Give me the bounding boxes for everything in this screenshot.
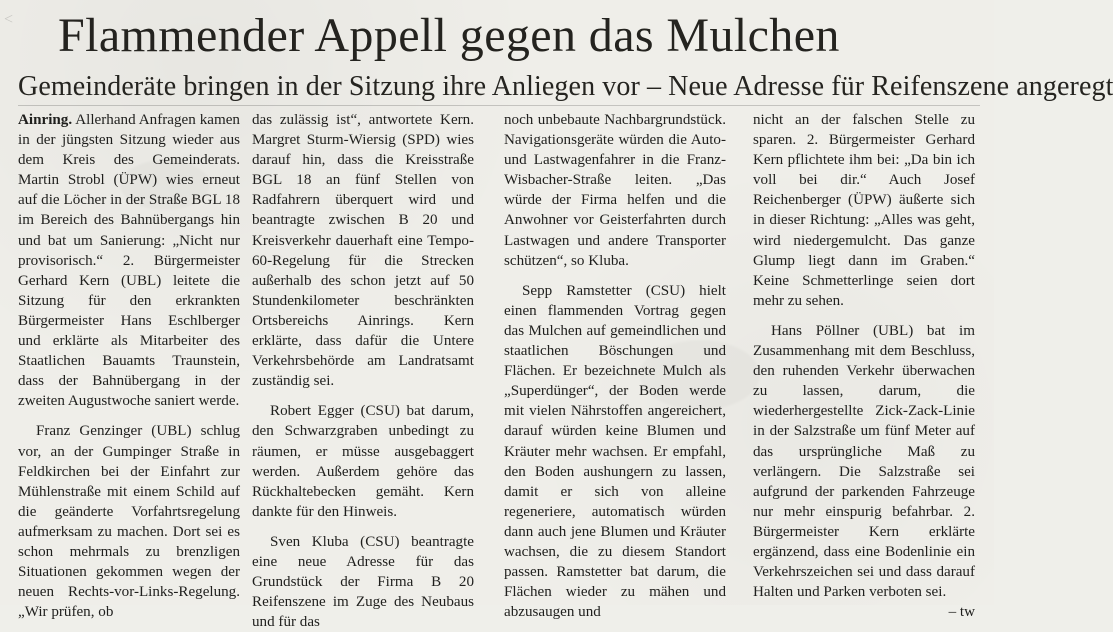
article-paragraph: das zulässig ist“, antwortete Kern. Margret Sturm-Wiersig (SPD) wies darauf hin, dass die Kreisstraße BGL 18 an fünf Stellen von Radfahrern überquert wird und beantragte zwischen B 20 und Kreisverkehr dauerhaft eine Tempo-60-Regelung für die Strecken außerhalb des schon jetzt auf 50 Stundenkilometer beschränkten Ortsbereichs Ainrings. Kern erklärte, dass dafür die Untere Verkehrsbehörde am Landratsamt zuständig sei. (252, 112, 474, 390)
article-paragraph: Franz Genzinger (UBL) schlug vor, an der Gumpinger Straße in Feldkirchen bei der Einfahrt zur Mühlenstraße mit einem Schild auf die geänderte Vorfahrtsregelung aufmerksam zu machen. Dort sei es schon mehrmals zu brenzligen Situationen gekommen wegen der neuen Rechts-vor-Links-Regelung. „Wir prüfen, ob (18, 423, 240, 621)
author-signature: – tw (948, 604, 975, 621)
article-paragraph (18, 110, 240, 411)
article-paragraph: Robert Egger (CSU) bat darum, den Schwarzgraben unbedingt zu räumen, er müsse ausgebaggert werden. Außerdem gehöre das Rückhaltebecken gemäht. Kern dankte für den Hinweis. (252, 403, 474, 520)
article-paragraph: Sepp Ramstetter (CSU) hielt einen flammenden Vortrag gegen das Mulchen auf gemeindlichen und staatlichen Böschungen und Flächen. Er bezeichnete Mulch als „Superdünger“, der Boden werde mit vielen Nährstoffen angereichert, darauf würden keine Blumen und Kräuter mehr wachsen. Er empfahl, den Boden aushungern zu lassen, damit er sich von alleine regeneriere, automatisch würden dann auch jene Blumen und Kräuter wachsen, die zu diesem Standort passen. Ramstetter bat darum, die Flächen wieder zu mähen und abzusaugen und (504, 282, 726, 621)
article-paragraph: nicht an der falschen Stelle zu sparen. 2. Bürgermeister Gerhard Kern pflichtete ihm bei: „Da bin ich voll bei dir.“ Auch Josef Reichenberger (ÜPW) äußerte sich in dieser Richtung: „Alles was geht, wird niedergemulcht. Das ganze Glump liegt dann im Graben.“ Keine Schmetterlinge seien dort mehr zu sehen. (753, 112, 975, 309)
paragraph-text: Allerhand Anfragen kamen in der jüngsten Sitzung wieder aus dem Kreis des Gemeinderats. Martin Strobl (ÜPW) wies erneut auf die Löcher in der Straße BGL 18 im Bereich des Bahnübergangs hin und bat um Sanierung: „Nicht nur provisorisch.“ 2. Bürgermeister Gerhard Kern (UBL) leitete die Sitzung für den erkrankten Bürgermeister Hans Eschlberger und erklärte als Mitarbeiter des Staatlichen Bauamts Traunstein, dass der Bahnübergang in der zweiten Augustwoche saniert werde. (18, 112, 240, 410)
article-column-2 (252, 110, 474, 631)
article-column-3 (504, 110, 726, 621)
article-paragraph: noch unbebaute Nachbargrundstück. Navigationsgeräte würden die Auto- und Lastwagenfahrer in die Franz-Wisbacher-Straße leiten. „Das würde der Firma helfen und die Anwohner vor Geisterfahrten durch Lastwagen und andere Transporter schützen“, so Kluba. (504, 112, 726, 269)
article-subheadline: Gemeinderäte bringen in der Sitzung ihre Anliegen vor – Neue Adresse für Reifenszene angeregt (18, 71, 1113, 102)
article-body (18, 110, 978, 631)
article-paragraph (753, 321, 975, 621)
article-column-1 (18, 110, 240, 621)
headline-divider (18, 105, 980, 106)
article-headline: Flammender Appell gegen das Mulchen (58, 9, 840, 62)
paragraph-text: Hans Pöllner (UBL) bat im Zusammenhang mit dem Beschluss, den ruhenden Verkehr überwachen zu lassen, darum, die wiederhergestellte Zick-Zack-Linie in der Salzstraße um fünf Meter auf das ursprüngliche Maß zu verlängern. Die Salzstraße sei aufgrund der parkenden Fahrzeuge nur mehr einspurig befahrbar. 2. Bürgermeister Kern erklärte ergänzend, dass eine Bodenlinie ein Verkehrszeichen sei und dass darauf Halten und Parken verboten sei. (753, 322, 975, 601)
article-paragraph: Sven Kluba (CSU) beantragte eine neue Adresse für das Grundstück der Firma B 20 Reifenszene im Zuge des Neubaus und für das (252, 533, 474, 631)
dateline: Ainring. (18, 112, 73, 128)
article-column-4 (753, 110, 975, 621)
